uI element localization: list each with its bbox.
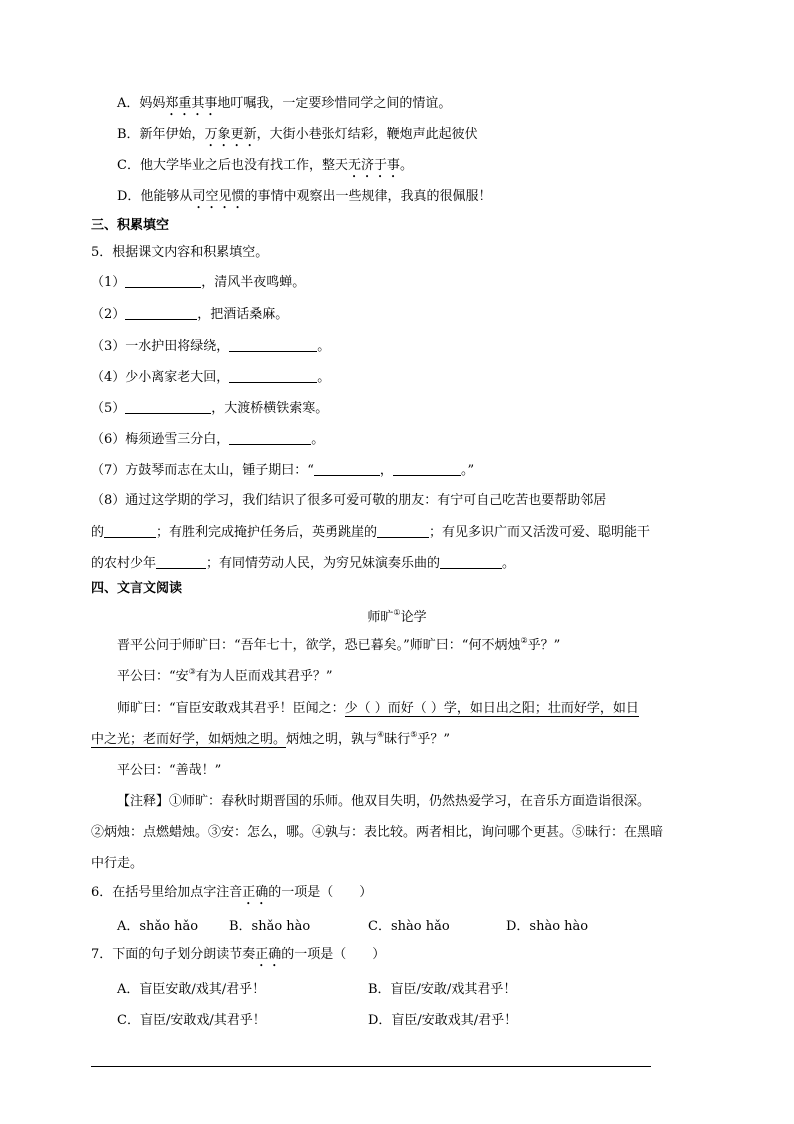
fill-blank[interactable] bbox=[229, 368, 317, 383]
fill-blank[interactable] bbox=[377, 523, 429, 538]
fill-blank[interactable] bbox=[229, 430, 311, 445]
item-text: ，清风半夜鸣蝉。 bbox=[201, 275, 306, 290]
dotted-phrase: 司空见惯 bbox=[192, 189, 245, 204]
title-text: 论学 bbox=[400, 610, 427, 625]
option-text: 地叮嘱我，一定要珍惜同学之间的情谊。 bbox=[217, 96, 452, 111]
q5-item-8-line3 bbox=[91, 554, 515, 573]
option-text: ，大街小巷张灯结彩，鞭炮声此起彼伏 bbox=[256, 127, 478, 142]
fill-blank[interactable] bbox=[125, 305, 197, 320]
q4-option-c bbox=[117, 157, 413, 181]
annotation-line-3: 中行走。 bbox=[91, 856, 144, 871]
q7-option-a[interactable]: A．盲臣安敢/戏其/君乎！ bbox=[117, 982, 266, 997]
item-text: ，把酒话桑麻。 bbox=[197, 307, 289, 322]
item-text: 梅须逊雪三分白， bbox=[125, 432, 230, 447]
question-text: 6．在括号里给加点字注音 bbox=[91, 885, 243, 900]
q7-stem bbox=[91, 946, 385, 970]
fill-blank[interactable] bbox=[229, 337, 317, 352]
q5-item-3 bbox=[91, 337, 330, 356]
q7-option-c[interactable]: C．盲臣/安敢戏/其君乎！ bbox=[117, 1013, 266, 1028]
option-text: B．新年伊始， bbox=[117, 127, 205, 142]
question-text: 的一项是（ ） bbox=[281, 947, 386, 962]
dotted-phrase: 无济于事 bbox=[347, 158, 400, 173]
dotted-phrase: 万象更新 bbox=[204, 127, 257, 142]
annotation-line-1: 【注释】①师旷：春秋时期晋国的乐师。他双目失明，仍然热爱学习，在音乐方面造诣很深。 bbox=[117, 794, 651, 809]
footnote-mark: ④ bbox=[377, 730, 385, 739]
q6-option-b[interactable]: B．shǎo hào bbox=[229, 919, 311, 934]
q7-option-b[interactable]: B．盲臣/安敢/戏其君乎！ bbox=[368, 982, 517, 997]
title-text: 师旷 bbox=[367, 610, 394, 625]
passage-text: 昧行 bbox=[384, 732, 411, 747]
dotted-phrase: 正确 bbox=[242, 885, 269, 900]
passage-text: 师旷曰：“盲臣安敢戏其君乎！臣闻之： bbox=[117, 701, 345, 716]
item-text: （7）方鼓琴而志在太山，锺子期曰：“ bbox=[91, 463, 314, 478]
item-text: 。 bbox=[317, 339, 331, 354]
passage-text: 乎？” bbox=[417, 732, 451, 747]
q6-stem bbox=[91, 884, 372, 908]
option-text: 。 bbox=[399, 158, 413, 173]
option-text: 的事情中观察出一些规律，我真的很佩服！ bbox=[244, 189, 492, 204]
dotted-phrase: 正确 bbox=[255, 947, 282, 962]
passage-text: 平公曰：“安 bbox=[117, 669, 189, 684]
question-text: 的一项是（ ） bbox=[268, 885, 373, 900]
footnote-mark: ③ bbox=[188, 667, 196, 676]
item-text: ；有见多识广而又活泼可爱、聪明能干 bbox=[429, 525, 651, 540]
section-heading-4: 四、文言文阅读 bbox=[91, 581, 183, 596]
fill-blank[interactable] bbox=[440, 554, 502, 569]
passage-line-5: 平公曰：“善哉！” bbox=[117, 763, 222, 778]
q7-option-d[interactable]: D．盲臣/安敢戏其/君乎！ bbox=[368, 1013, 518, 1028]
item-number: （3） bbox=[91, 339, 126, 354]
item-number: （2） bbox=[91, 307, 126, 322]
item-text: ， bbox=[379, 463, 393, 478]
fill-blank[interactable] bbox=[393, 461, 461, 476]
footnote-mark: ① bbox=[393, 608, 401, 617]
item-text: 的 bbox=[91, 525, 105, 540]
q4-option-d bbox=[117, 188, 491, 212]
item-text: ；有同情劳动人民，为穷兄妹演奏乐曲的 bbox=[206, 556, 441, 571]
q4-option-b bbox=[117, 126, 478, 150]
q4-option-a bbox=[117, 95, 451, 119]
q5-item-8-line2 bbox=[91, 523, 650, 542]
option-text: A．妈妈 bbox=[117, 96, 166, 111]
passage-text: 炳烛之明，孰与 bbox=[286, 732, 378, 747]
fill-blank[interactable] bbox=[104, 523, 156, 538]
page-bottom-rule bbox=[91, 1066, 651, 1067]
item-text: 。 bbox=[317, 370, 331, 385]
q5-item-6 bbox=[91, 430, 324, 449]
q5-item-4 bbox=[91, 368, 330, 387]
passage-text: 有为人臣而戏其君乎？” bbox=[195, 669, 333, 684]
question-text: 7．下面的句子划分朗读节奏 bbox=[91, 947, 256, 962]
option-text: D．他能够从 bbox=[117, 189, 193, 204]
q5-stem: 5．根据课文内容和积累填空。 bbox=[91, 245, 269, 260]
q6-option-c[interactable]: C．shào hǎo bbox=[368, 919, 450, 934]
section-heading-3: 三、积累填空 bbox=[91, 218, 170, 233]
q5-item-5 bbox=[91, 399, 328, 418]
annotation-line-2: ②炳烛：点燃蜡烛。③安：怎么，哪。④孰与：表比较。两者相比，询问哪个更甚。⑤昧行：在黑暗 bbox=[91, 825, 664, 840]
passage-line-4 bbox=[91, 731, 450, 749]
item-number: （6） bbox=[91, 432, 126, 447]
q6-option-a[interactable]: A．shǎo hǎo bbox=[117, 919, 199, 934]
footnote-mark: ② bbox=[520, 636, 528, 645]
item-number: （1） bbox=[91, 275, 126, 290]
fill-blank[interactable] bbox=[125, 399, 211, 414]
passage-title bbox=[0, 606, 794, 625]
passage-text: 乎？” bbox=[527, 638, 561, 653]
item-number: （5） bbox=[91, 401, 126, 416]
item-text: ，大渡桥横铁索寒。 bbox=[211, 401, 329, 416]
item-text: 少小离家老大回， bbox=[125, 370, 230, 385]
passage-line-3 bbox=[117, 700, 639, 718]
item-number: （4） bbox=[91, 370, 126, 385]
q5-item-1 bbox=[91, 273, 305, 292]
q5-item-7 bbox=[91, 461, 474, 480]
passage-line-2 bbox=[117, 668, 332, 686]
footnote-mark: ⑤ bbox=[410, 730, 418, 739]
item-text: 。” bbox=[460, 463, 475, 478]
fill-blank[interactable] bbox=[125, 273, 201, 288]
fill-blank[interactable] bbox=[156, 554, 206, 569]
fill-blank[interactable] bbox=[314, 461, 380, 476]
item-text: 。 bbox=[311, 432, 325, 447]
item-text: 的农村少年 bbox=[91, 556, 157, 571]
q5-item-8-line1: （8）通过这学期的学习，我们结识了很多可爱可敬的朋友：有宁可自己吃苦也要帮助邻居 bbox=[91, 493, 607, 508]
passage-text: 晋平公问于师旷曰：“吾年七十，欲学，恐已暮矣。”师旷曰：“何不炳烛 bbox=[117, 638, 521, 653]
option-text: C．他大学毕业之后也没有找工作，整天 bbox=[117, 158, 348, 173]
underlined-text: 中之光；老而好学，如炳烛之明。 bbox=[91, 732, 287, 747]
item-text: ；有胜利完成掩护任务后，英勇跳崖的 bbox=[156, 525, 378, 540]
q6-option-d[interactable]: D．shào hào bbox=[506, 919, 589, 934]
passage-line-1 bbox=[117, 637, 560, 655]
item-text: 一水护田将绿绕， bbox=[125, 339, 230, 354]
underlined-text: 少（ ）而好（ ）学，如日出之阳；壮而好学，如日 bbox=[344, 701, 639, 716]
item-text: 。 bbox=[502, 556, 516, 571]
q5-item-2 bbox=[91, 305, 288, 324]
dotted-phrase: 郑重其事 bbox=[165, 96, 218, 111]
